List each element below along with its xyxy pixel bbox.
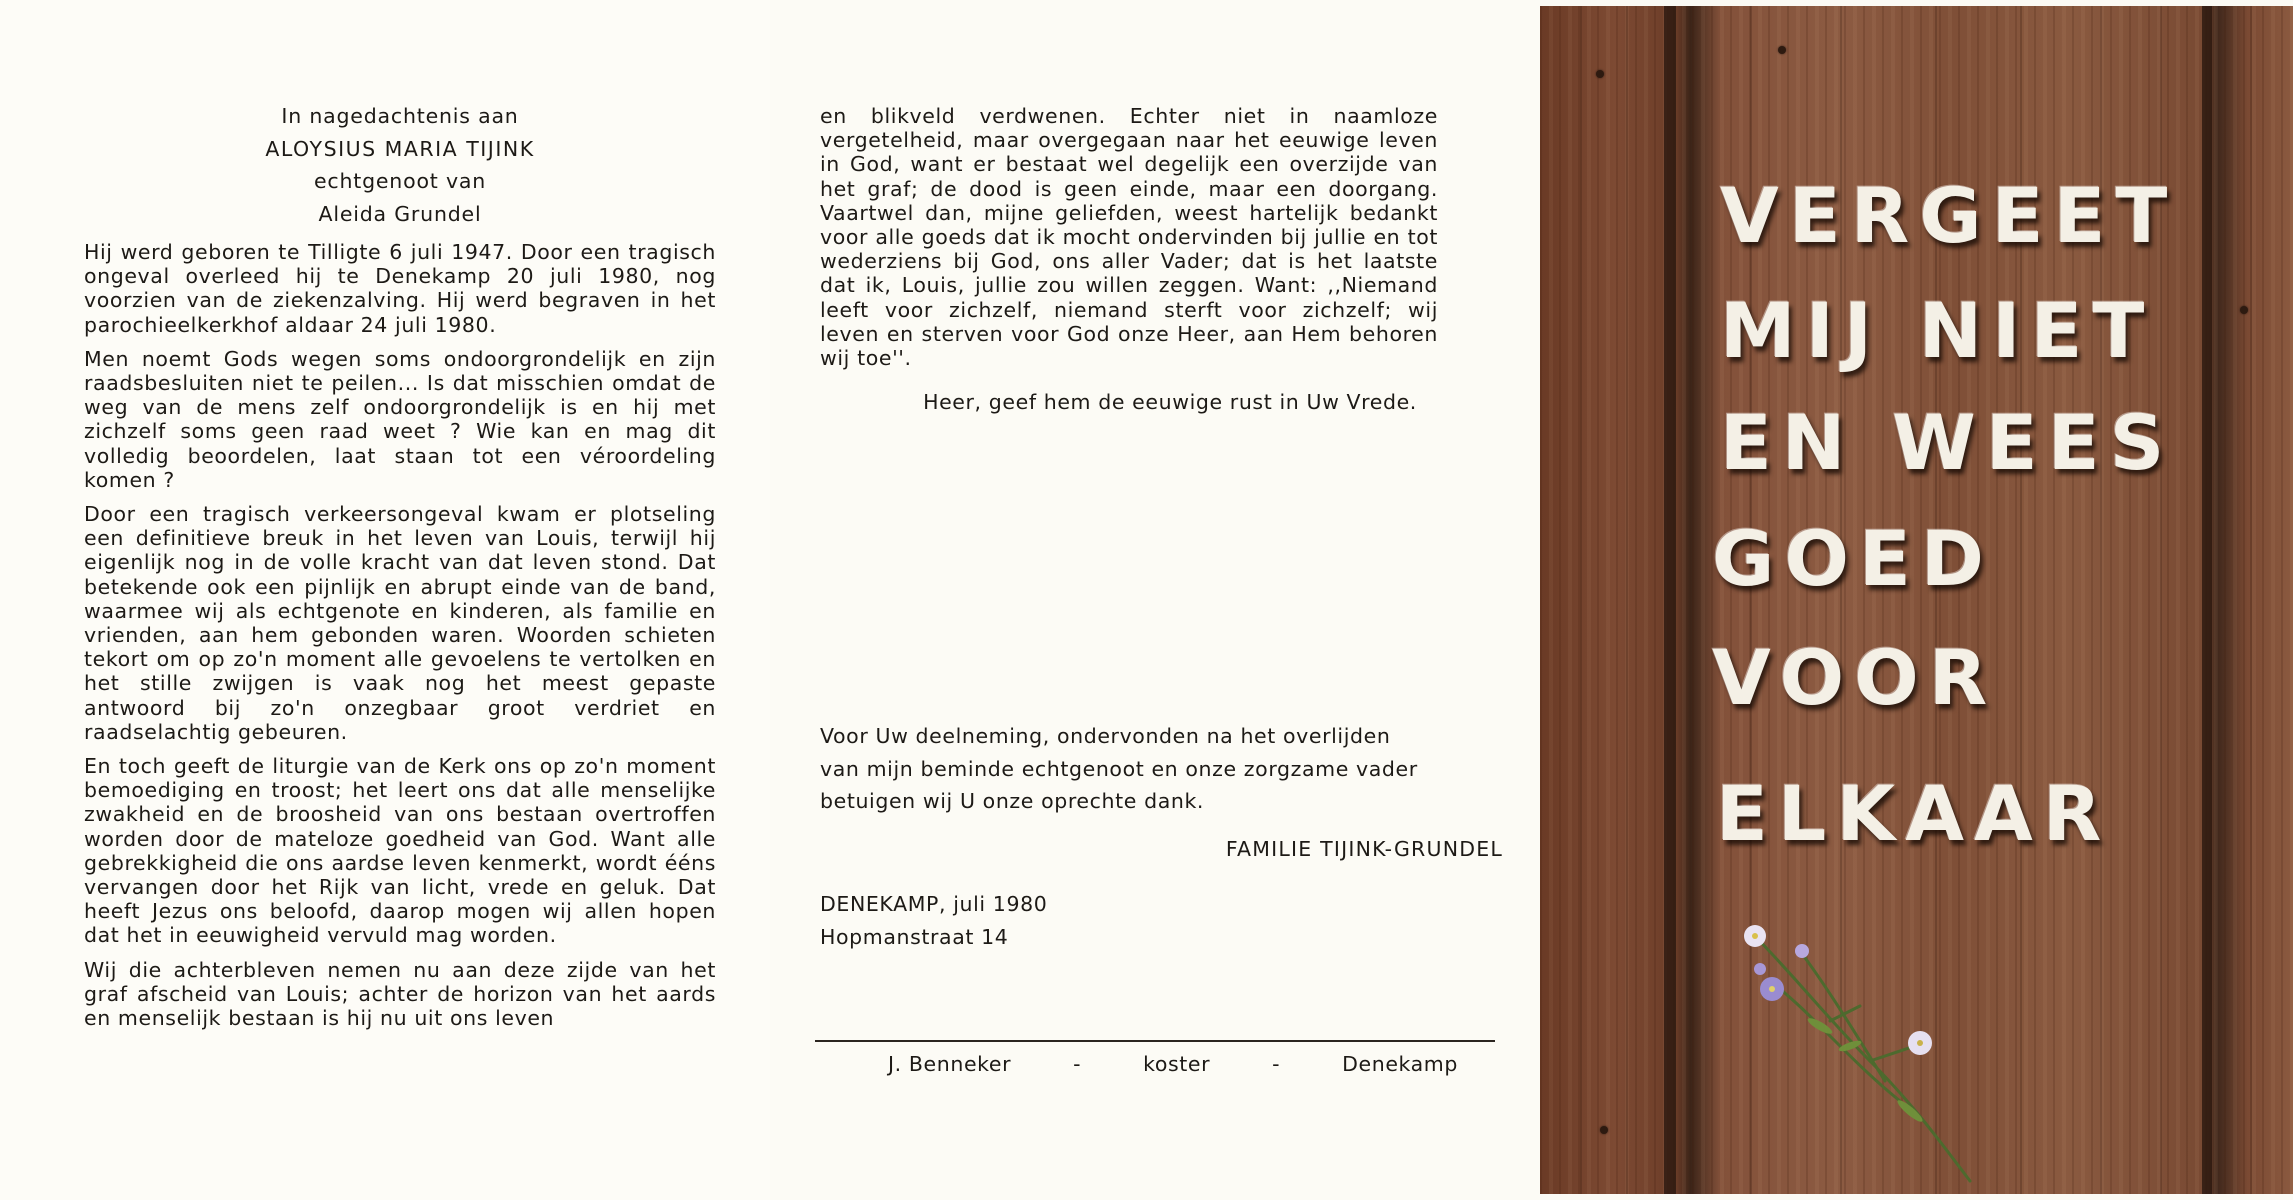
thanks-line-2: van mijn beminde echtgenoot en onze zorgzame vader	[820, 756, 1418, 781]
paragraph-farewell: Wij die achterbleven nemen nu aan deze zijde van het graf afscheid van Louis; achter de horizon van het aards en menselijk bestaan is hij nu uit ons leven	[84, 957, 716, 1031]
wood-grain	[1580, 6, 1582, 1194]
printer-separator: -	[1272, 1052, 1281, 1076]
slogan-line-5: VOOR	[1712, 633, 1998, 722]
left-page	[0, 0, 770, 1200]
prayer-line: Heer, geef hem de eeuwige rust in Uw Vrede.	[923, 390, 1417, 414]
heading-relation: echtgenoot van	[313, 169, 487, 193]
paragraph-ways: Men noemt Gods wegen soms ondoorgrondelijk en zijn raadsbesluiten niet te peilen... Is dat misschien omdat de weg van de mens zelf ondoorgrondelijk is en hij met zichzelf soms geen raad weet ? Wie kan en mag dit volledig beoordelen, laat staan tot een véroordeling komen ?	[84, 346, 716, 492]
forget-me-not-flower-icon	[1710, 911, 2010, 1191]
street-address: Hopmanstraat 14	[820, 925, 1009, 949]
nail-icon	[1600, 1126, 1608, 1134]
slogan-line-6: ELKAAR	[1716, 769, 2112, 858]
thanks-line-1: Voor Uw deelneming, ondervonden na het overlijden	[820, 724, 1391, 748]
spouse-name: Aleida Grundel	[318, 201, 482, 226]
continuation-text	[820, 104, 1438, 380]
place-date: DENEKAMP, juli 1980	[820, 892, 1048, 916]
printer-separator: -	[1073, 1052, 1082, 1076]
paragraph-birth: Hij werd geboren te Tilligte 6 juli 1947. Door een tragisch ongeval overleed hij te Denekamp 20 juli 1980, nog voorzien van de ziekenzalving. Hij werd begraven in het parochieelkerkhof aldaar 24 juli 1980.	[84, 240, 716, 337]
thanks-block	[820, 720, 1460, 818]
paragraph-liturgy: En toch geeft de liturgie van de Kerk ons op zo'n moment bemoediging en troost; het leert ons dat alle menselijke zwakheid en de broosheid van ons bestaan overtroffen worden door de mateloze goedheid van God. Want alle gebrekkigheid die ons aardse leven kenmerkt, wordt ééns vervangen door het Rijk van licht, vrede en geluk. Dat heeft Jezus ons beloofd, daarop mogen wij allen hopen dat het in eeuwigheid vervuld mag worden.	[84, 754, 716, 948]
heading-intro: In nagedachtenis aan	[281, 104, 519, 128]
wood-grain	[2250, 6, 2252, 1194]
slogan-line-3: EN WEES	[1720, 398, 2175, 487]
nail-icon	[1778, 46, 1786, 54]
memorial-heading	[0, 100, 800, 230]
address-block	[820, 888, 1460, 954]
nail-icon	[2240, 306, 2248, 314]
wood-grain	[1626, 6, 1628, 1194]
nail-icon	[1596, 70, 1604, 78]
slogan-line-4: GOED	[1712, 514, 1994, 603]
thanks-line-3: betuigen wij U onze oprechte dank.	[820, 789, 1205, 813]
plank-gap	[1664, 6, 1676, 1194]
printer-name: J. Benneker	[888, 1052, 1012, 1076]
memorial-text	[84, 240, 716, 1040]
deceased-name: ALOYSIUS MARIA TIJINK	[265, 136, 535, 161]
paragraph-accident: Door een tragisch verkeersongeval kwam er plotseling een definitieve breuk in het leven van Louis, terwijl hij eigenlijk nog in de volle kracht van dat leven stond. Dat betekende ook een pijnlijk en abrupt einde van de band, waarmee wij als echtgenote en kinderen, als familie en vrienden, aan hem gebonden waren. Woorden schieten tekort om op zo'n moment alle gevoelens te vertolken en het stille zwijgen is vaak nog het meest gepaste antwoord bij zo'n onzegbaar groot verdriet en raadselachtig gebeuren.	[84, 502, 716, 744]
slogan-line-2: MIJ NIET	[1720, 286, 2155, 375]
printer-town: Denekamp	[1342, 1052, 1458, 1076]
middle-page	[770, 0, 1540, 1200]
paragraph-continuation: en blikveld verdwenen. Echter niet in naamloze vergetelheid, maar overgegaan naar het eeuwige leven in God, want er bestaat wel degelijk een overzijde van het graf; de dood is geen einde, maar een doorgang. Vaartwel dan, mijne geliefden, weest hartelijk bedankt voor alle goeds dat ik mocht ondervinden bij jullie en tot wederziens bij God, ons aller Vader; dat is het laatste dat ik, Louis, jullie zou willen zeggen. Want: ,,Niemand leeft voor zichzelf, niemand sterft voor zichzelf; wij leven en sterven voor God onze Heer, aan Hem behoren wij toe''.	[820, 104, 1438, 371]
printer-role: koster	[1143, 1052, 1211, 1076]
plank-gap	[2202, 6, 2212, 1194]
printer-line	[888, 1052, 1458, 1076]
wood-photo-panel	[1540, 6, 2293, 1194]
slogan-line-1: VERGEET	[1720, 171, 2178, 260]
printer-divider	[815, 1040, 1495, 1042]
family-signature: FAMILIE TIJINK-GRUNDEL	[1225, 837, 1503, 861]
